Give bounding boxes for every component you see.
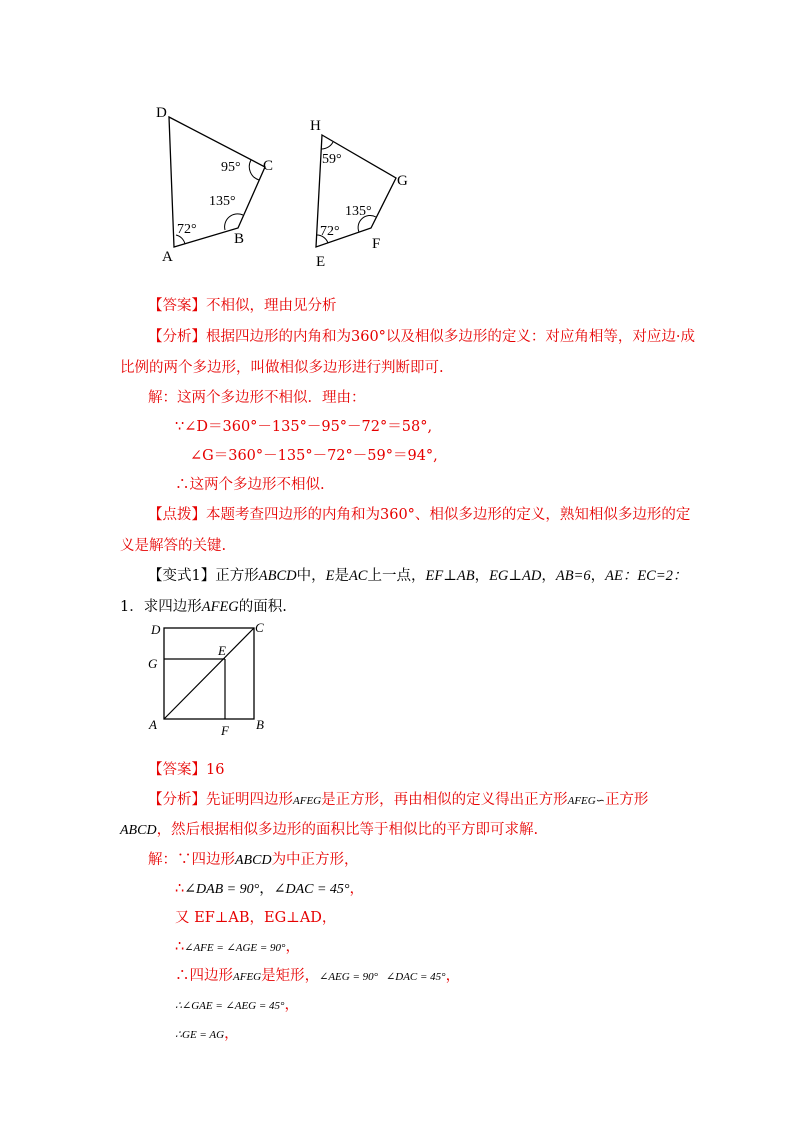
solution-line-3: ∠G＝360°－135°－72°－59°＝94°,: [190, 448, 438, 464]
tip-text-1: 本题考查四边形的内角和为360°、相似多边形的定义，熟知相似多边形的定: [206, 507, 691, 523]
solution-line-2: ∵∠D＝360°－135°－95°－72°＝58°,: [175, 419, 433, 435]
math-angle-gae: ∴∠GAE = ∠AEG = 45°: [175, 1000, 285, 1012]
variant-text: 中，: [296, 568, 326, 584]
analysis2-line-2: [120, 820, 538, 841]
variant-text: 是: [334, 568, 349, 584]
variant-eg-ad: EG⊥AD: [489, 568, 542, 584]
answer-value: 16: [206, 762, 225, 778]
math-angle-afe: ∠AFE = ∠AGE = 90°: [184, 942, 286, 954]
variant-tag: 【变式1】: [148, 568, 216, 584]
solution-line-1: 解：这两个多边形不相似．理由：: [148, 390, 366, 406]
variant-comma: ，: [590, 568, 606, 584]
analysis-text: 先证明四边形: [206, 792, 293, 808]
math-ge-ag: ∴GE = AG: [175, 1029, 225, 1041]
analysis-text-1: 根据四边形的内角和为360°以及相似多边形的定义：对应角相等，对应边·成: [206, 329, 696, 345]
separator: ，: [445, 968, 461, 984]
analysis-tag: 【分析】: [148, 792, 206, 808]
therefore-symbol: ∴: [175, 939, 185, 955]
analysis-line-2: 比例的两个多边形，叫做相似多边形进行判断即可.: [120, 360, 444, 376]
label-b: B: [234, 231, 245, 247]
variant-text: 正方形: [215, 568, 259, 584]
separator: ，: [285, 939, 300, 955]
analysis-text: 正方形: [604, 792, 649, 808]
angle-c-value: 95°: [221, 160, 241, 175]
variant-ab: AB=6: [555, 568, 591, 584]
angle-arc-h: [321, 142, 333, 149]
variant-line-1: [148, 566, 687, 586]
solution2-line-3: 又 EF⊥AB，EG⊥AD，: [175, 910, 337, 926]
analysis-tag: 【分析】: [148, 329, 206, 345]
separator: ，: [284, 997, 299, 1013]
square-figure: [140, 618, 280, 740]
solution2-line-7: [175, 1024, 239, 1045]
math-angle-dac: ∠DAC = 45°: [386, 971, 446, 983]
math-angle-aeg: ∠AEG = 90°: [319, 971, 379, 983]
analysis-text: ，然后根据相似多边形的面积比等于相似比的平方即可求解.: [156, 822, 539, 838]
solution2-line-1: [148, 850, 359, 871]
math-angle-dac: ∠DAC = 45°: [273, 882, 350, 897]
solution-text: 为中正方形，: [271, 852, 359, 868]
separator: ，: [349, 881, 365, 897]
answer-line-1: [148, 296, 337, 316]
label-f: F: [372, 236, 381, 252]
sq-label-d: D: [151, 622, 161, 637]
math-afeg-sim: AFEG∽: [567, 795, 605, 807]
angle-b-value: 135°: [209, 194, 236, 209]
solution-text: 解：∵四边形: [148, 852, 235, 868]
answer-tag: 【答案】: [148, 298, 206, 314]
variant-line-2: [120, 597, 287, 617]
tip-line-1: [148, 505, 690, 525]
answer-text: 不相似，理由见分析: [206, 298, 337, 314]
sq-label-f: F: [221, 723, 229, 738]
variant-ef-ab: EF⊥AB: [425, 568, 475, 584]
solution-text: 是矩形，: [261, 968, 320, 984]
solution2-line-6: [175, 995, 299, 1016]
angle-h-value: 59°: [322, 152, 342, 167]
separator: ，: [259, 881, 274, 897]
solution2-line-4: [175, 937, 300, 958]
label-d: D: [156, 105, 167, 121]
label-g: G: [397, 173, 408, 189]
analysis2-line-1: [148, 790, 648, 811]
solution-line-4: ∴这两个多边形不相似.: [175, 477, 325, 493]
angle-f-value: 135°: [345, 204, 372, 219]
variant-comma: ，: [474, 568, 490, 584]
variant-e: E: [325, 568, 335, 584]
label-h: H: [310, 118, 321, 134]
analysis-text: 是正方形，再由相似的定义得出正方形: [321, 792, 568, 808]
sq-label-c: C: [255, 620, 264, 635]
math-abcd: ABCD: [235, 853, 272, 868]
math-afeg: AFEG: [233, 971, 262, 983]
variant-text: 1．求四边形: [120, 599, 202, 615]
variant-abcd: ABCD: [258, 568, 297, 584]
diagonal-ac: [164, 628, 254, 719]
therefore-symbol: ∴: [175, 881, 185, 897]
variant-comma: ，: [541, 568, 556, 584]
math-abcd: ABCD: [120, 823, 157, 838]
separator: ，: [224, 1026, 239, 1042]
solution2-line-5: [175, 966, 460, 987]
variant-ratio: AE：EC=2：: [605, 568, 688, 584]
sq-label-a: A: [149, 717, 157, 732]
quadrilaterals-figure: [150, 95, 430, 275]
variant-text: 上一点，: [367, 568, 426, 584]
solution2-line-2: [175, 879, 364, 900]
math-angle-dab: ∠DAB = 90°: [184, 882, 260, 897]
solution-text: ∴四边形: [175, 968, 233, 984]
sq-label-e: E: [218, 643, 226, 658]
answer-line-2: [148, 760, 224, 780]
sq-label-g: G: [148, 656, 158, 671]
sq-label-b: B: [256, 717, 264, 732]
tip-line-2: 义是解答的关键.: [120, 538, 227, 554]
math-afeg: AFEG: [293, 795, 322, 807]
variant-afeg: AFEG: [201, 599, 239, 615]
variant-text: 的面积.: [238, 599, 287, 615]
angle-a-value: 72°: [177, 222, 197, 237]
analysis-line-1: [148, 327, 695, 347]
label-e: E: [316, 254, 326, 270]
answer-tag: 【答案】: [148, 762, 206, 778]
label-c: C: [263, 158, 274, 174]
variant-ac: AC: [348, 568, 368, 584]
tip-tag: 【点拨】: [148, 507, 206, 523]
label-a: A: [162, 249, 173, 265]
angle-e-value: 72°: [320, 224, 340, 239]
